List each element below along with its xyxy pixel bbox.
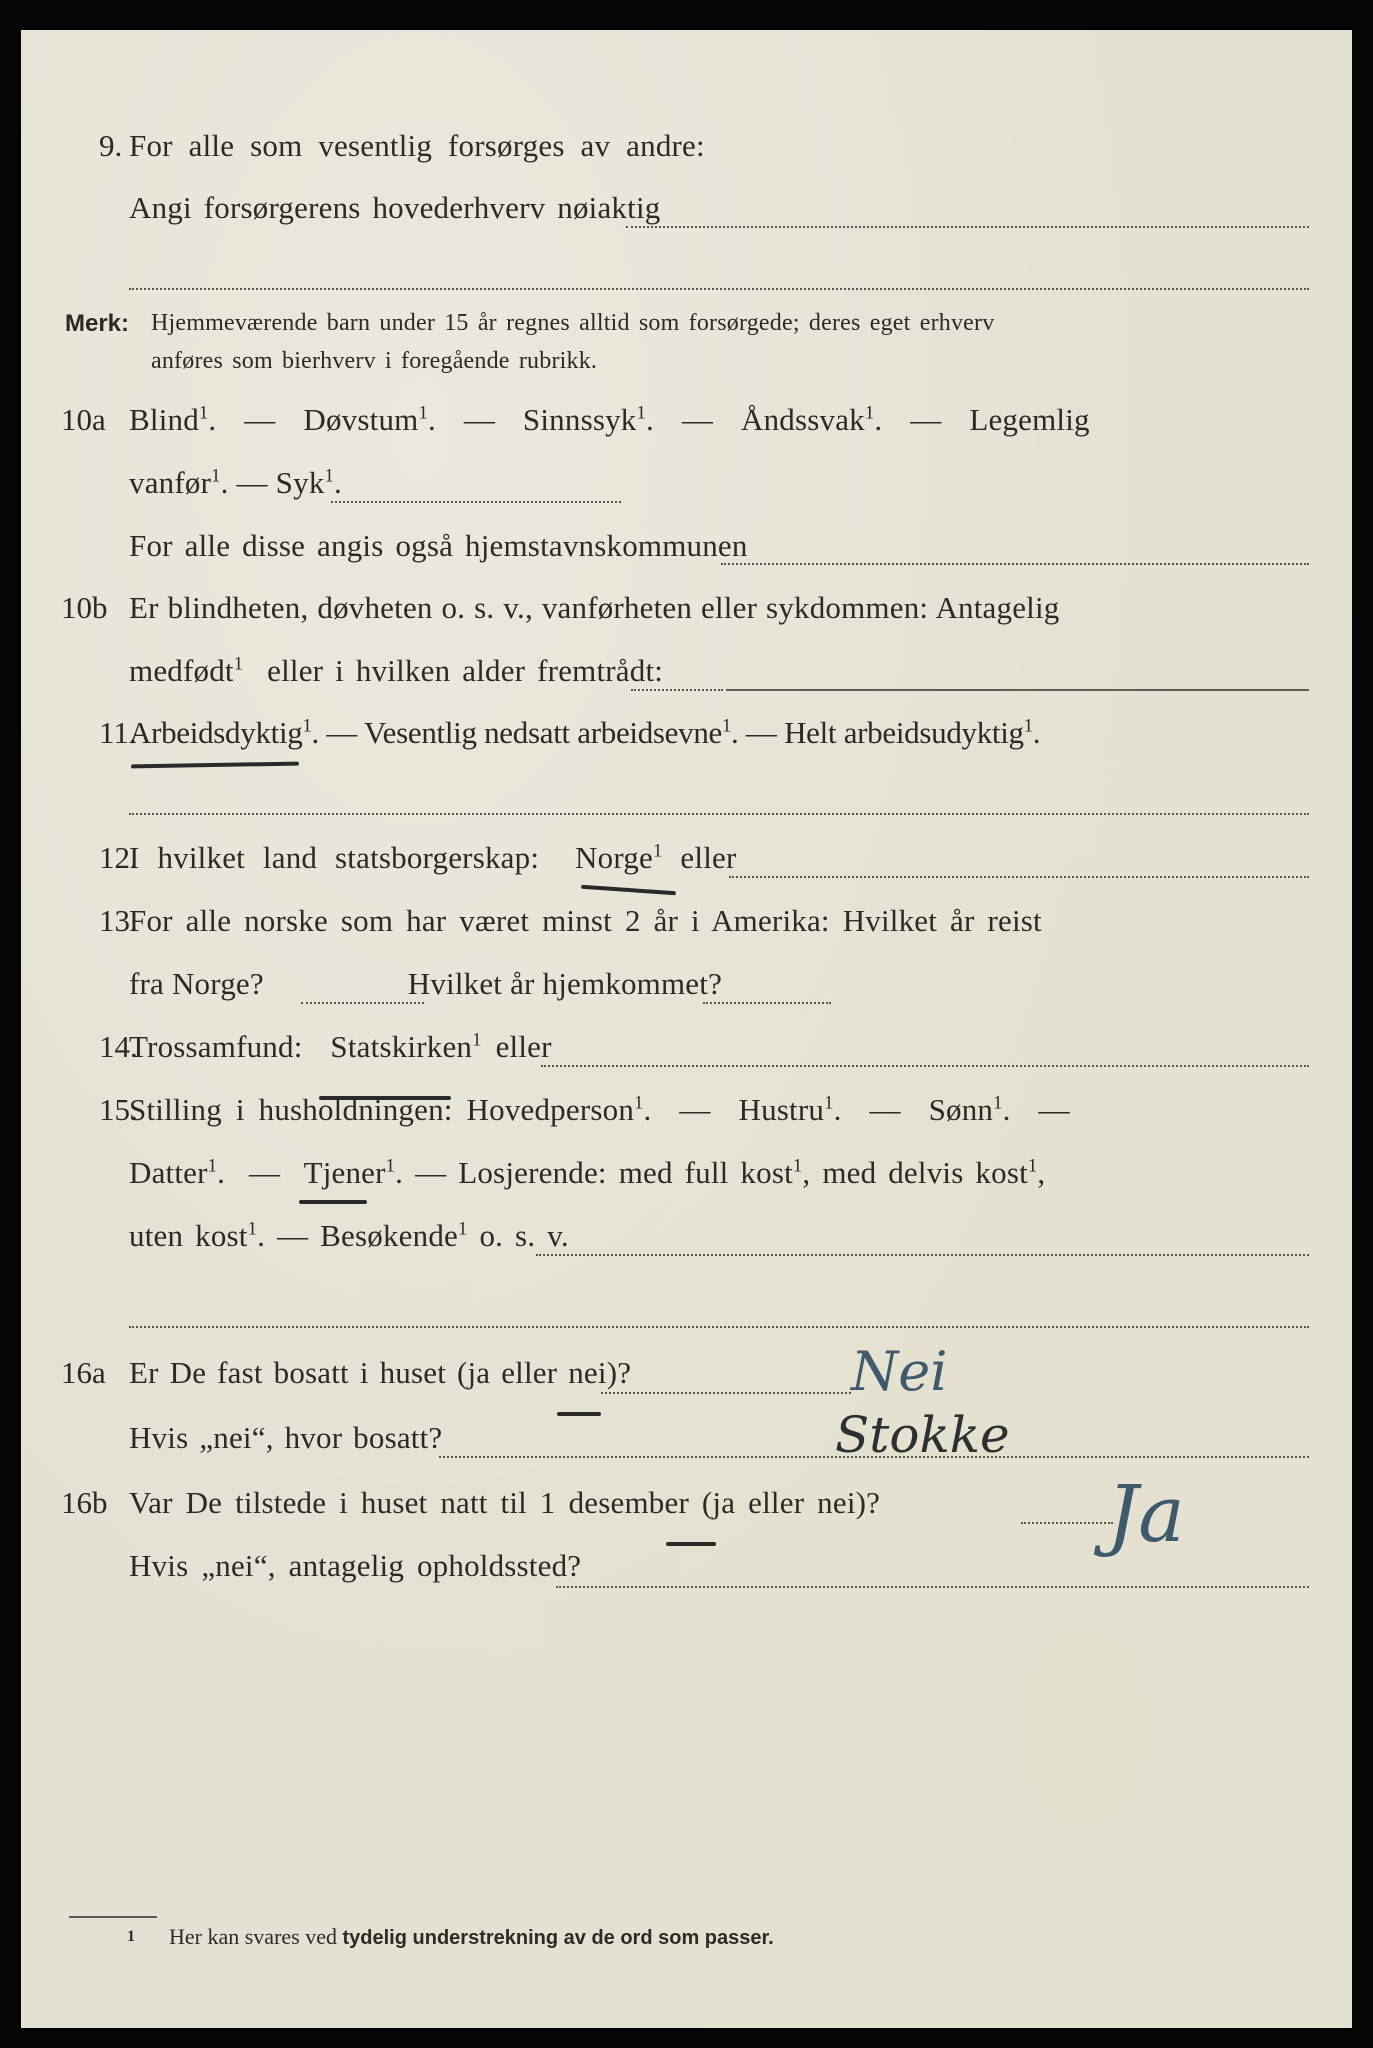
option-sonn[interactable]: Sønn [928, 1092, 994, 1127]
question-number-10b: 10b [61, 590, 108, 625]
pen-underline-tjener [299, 1200, 367, 1204]
footnote-marker: 1 [127, 1928, 135, 1945]
option-arbeidsudyktig[interactable]: Helt arbeidsudyktig [784, 715, 1024, 750]
pen-underline-norge [581, 885, 676, 896]
question-number-11: 11. [99, 715, 137, 750]
q11-line: Arbeidsdyktig$^1$. — Vesentlig nedsatt arbeidsevne$^1$. — Helt arbeidsudyktig$^1$. [129, 715, 1041, 750]
question-number-10a: 10a [61, 402, 106, 437]
q16b-field[interactable] [1021, 1522, 1113, 1524]
option-datter[interactable]: Datter [129, 1155, 208, 1190]
merk-line2: anføres som bierhverv i foregående rubrikk. [151, 348, 598, 374]
q16a-line2: Hvis „nei“, hvor bosatt? [129, 1420, 443, 1455]
merk-line1: Hjemmeværende barn under 15 år regnes alltid som forsørgede; deres eget erhverv [151, 310, 995, 336]
question-number-16b: 16b [61, 1485, 108, 1520]
merk-label: Merk: [65, 310, 130, 337]
question-number-14: 14. [99, 1029, 138, 1064]
q10b-line2: medfødt$^1$ eller i hvilken alder fremtrådt: [129, 653, 664, 688]
pen-underline-nei [557, 1412, 601, 1416]
q10a-line1: Blind$^1$. — Døvstum$^1$. — Sinnssyk$^1$. — Åndssvak$^1$. — Legemlig [129, 402, 1090, 437]
q9-line1: For alle som vesentlig forsørges av andre: [129, 128, 705, 163]
option-norge[interactable]: Norge [575, 840, 653, 875]
question-number-15: 15. [99, 1092, 138, 1127]
q15-line3: uten kost$^1$. — Besøkende$^1$ o. s. v. [129, 1218, 569, 1253]
q16b-line2: Hvis „nei“, antagelig opholdssted? [129, 1548, 582, 1583]
q15-field[interactable] [536, 1254, 1309, 1256]
q13-hjemkommet-field[interactable] [703, 1002, 831, 1004]
option-dovstum[interactable]: Døvstum [303, 402, 419, 437]
footnote-rule [69, 1916, 157, 1918]
q16a-line1: Er De fast bosatt i huset (ja eller nei)? [129, 1355, 632, 1390]
option-medfodt[interactable]: medfødt [129, 653, 234, 688]
q15-field-2[interactable] [129, 1326, 1309, 1328]
q10a-line3: For alle disse angis også hjemstavnskommunen [129, 528, 748, 563]
footnote-text: Her kan svares ved tydelig understrekning av de ord som passer. [169, 1924, 774, 1949]
handwritten-answer-ja: Ja [1107, 1470, 1185, 1560]
q13-reist-field[interactable] [301, 1002, 424, 1004]
handwritten-answer-stokke: Stokke [835, 1406, 1010, 1464]
handwritten-answer-nei: Nei [851, 1340, 948, 1403]
q15-line2: Datter$^1$. — Tjener$^1$. — Losjerende: med full kost$^1$, med delvis kost$^1$, [129, 1155, 1046, 1190]
q11-field[interactable] [129, 813, 1309, 815]
q12-line: I hvilket land statsborgerskap: Norge$^1$ eller [129, 840, 737, 875]
q10a-line2: vanfør$^1$. — Syk$^1$. [129, 465, 342, 500]
q9-line2: Angi forsørgerens hovederhverv nøiaktig [129, 190, 661, 225]
q10b-field-a[interactable] [631, 689, 723, 691]
q9-answer-field-2[interactable] [129, 288, 1309, 290]
question-number-9: 9. [99, 128, 123, 163]
q16a-field[interactable] [601, 1392, 851, 1394]
q10b-field-b[interactable] [726, 689, 1309, 691]
option-besokende[interactable]: Besøkende [320, 1218, 458, 1253]
q16b-line1: Var De tilstede i huset natt til 1 desember (ja eller nei)? [129, 1485, 881, 1520]
q14-field[interactable] [541, 1065, 1309, 1067]
option-statskirken[interactable]: Statskirken [330, 1029, 473, 1064]
question-number-13: 13. [99, 903, 138, 938]
q10a-hjemstavn-field[interactable] [721, 563, 1309, 565]
q12-field[interactable] [729, 876, 1309, 878]
question-number-12: 12. [99, 840, 138, 875]
option-legemlig[interactable]: Legemlig [969, 402, 1090, 437]
option-andssvak[interactable]: Åndssvak [740, 402, 865, 437]
option-nedsatt-arbeidsevne[interactable]: Vesentlig nedsatt arbeidsevne [363, 715, 723, 750]
option-arbeidsdyktig[interactable]: Arbeidsdyktig [129, 715, 303, 750]
pen-underline-ja [666, 1542, 716, 1546]
q10b-line1: Er blindheten, døvheten o. s. v., vanførheten eller sykdommen: Antagelig [129, 590, 1060, 625]
q14-line: Trossamfund: Statskirken$^1$ eller [129, 1029, 552, 1064]
question-number-16a: 16a [61, 1355, 106, 1390]
option-vanfor[interactable]: vanfør [129, 465, 212, 500]
option-syk[interactable]: Syk [275, 465, 325, 500]
census-form-page [21, 30, 1352, 2028]
option-sinnssyk[interactable]: Sinnssyk [522, 402, 637, 437]
option-tjener[interactable]: Tjener [303, 1155, 386, 1190]
q13-line1: For alle norske som har været minst 2 år i Amerika: Hvilket år reist [129, 903, 1042, 938]
q13-line2: fra Norge? Hvilket år hjemkommet? [129, 966, 723, 1001]
q15-line1: Stilling i husholdningen: Hovedperson$^1$. — Hustru$^1$. — Sønn$^1$. — [129, 1092, 1070, 1127]
pen-underline-arbeidsdyktig [131, 762, 299, 769]
q10a-syk-field[interactable] [331, 501, 621, 503]
q16b-oppholdssted-field[interactable] [556, 1586, 1309, 1588]
option-hustru[interactable]: Hustru [738, 1092, 825, 1127]
q9-answer-field[interactable] [626, 226, 1309, 228]
option-blind[interactable]: Blind [129, 402, 199, 437]
